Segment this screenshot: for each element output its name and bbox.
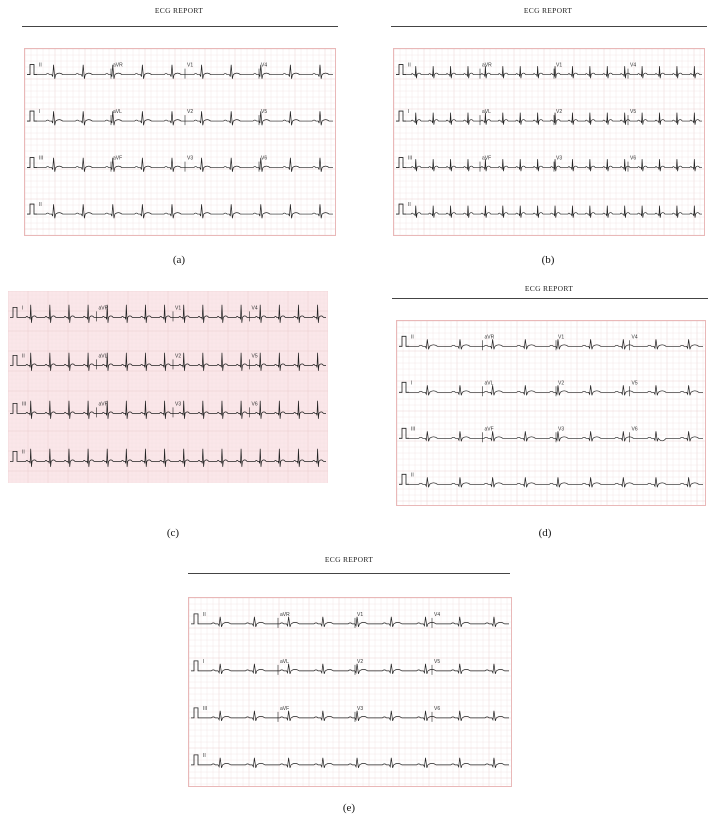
lead-label: aVL (98, 353, 108, 360)
lead-label: II (203, 752, 206, 759)
lead-label: aVR (484, 334, 495, 341)
lead-label: III (408, 155, 413, 162)
lead-label: III (22, 401, 27, 408)
lead-label: I (408, 109, 410, 116)
ecg-report-d (388, 282, 710, 517)
lead-label: V4 (434, 611, 441, 618)
panel-c (8, 291, 330, 553)
lead-label: V5 (630, 109, 637, 116)
lead-label: V3 (556, 155, 563, 162)
lead-label: aVR (98, 305, 109, 312)
ecg-plot-b (393, 48, 705, 236)
lead-label: V3 (187, 155, 194, 162)
lead-label: III (411, 426, 416, 433)
caption-e: (e) (342, 802, 356, 814)
ecg-plot-a (24, 48, 336, 236)
lead-label: V1 (556, 62, 563, 69)
ecg-traces-c (8, 291, 328, 483)
caption-b: (b) (541, 254, 555, 266)
lead-label: V6 (631, 426, 638, 433)
ecg-traces-b (394, 49, 704, 235)
lead-label: I (203, 658, 205, 665)
lead-label: V3 (558, 426, 565, 433)
lead-label: II (39, 202, 42, 209)
lead-label: V4 (251, 305, 258, 312)
panel-b (387, 4, 709, 266)
lead-label: II (411, 472, 414, 479)
lead-label: aVR (482, 62, 492, 69)
lead-label: III (203, 705, 208, 712)
ecg-traces-a (25, 49, 335, 235)
lead-label: V2 (187, 109, 194, 116)
lead-label: V2 (357, 658, 364, 665)
report-title-e: ECG REPORT (324, 555, 374, 564)
lead-label: V4 (630, 62, 637, 69)
lead-label: aVF (113, 155, 123, 162)
lead-label: II (408, 62, 411, 69)
lead-label: aVF (98, 401, 108, 408)
lead-label: I (39, 109, 41, 116)
lead-label: V1 (175, 305, 182, 312)
ecg-traces-d (397, 321, 705, 505)
lead-label: aVL (113, 109, 122, 116)
caption-c: (c) (166, 527, 180, 539)
lead-label: V6 (434, 705, 441, 712)
caption-a: (a) (172, 254, 186, 266)
report-title-d: ECG REPORT (524, 284, 574, 293)
lead-label: V5 (251, 353, 258, 360)
lead-label: aVL (280, 658, 289, 665)
lead-label: II (22, 449, 25, 456)
lead-label: V6 (251, 401, 258, 408)
ecg-plot-d (396, 320, 706, 506)
lead-label: aVF (482, 155, 492, 162)
caption-d: (d) (538, 527, 552, 539)
lead-label: V4 (261, 62, 268, 69)
header-rule-d (392, 298, 708, 299)
ecg-report-a (18, 4, 340, 244)
panel-a (18, 4, 340, 266)
report-title-b: ECG REPORT (523, 6, 573, 15)
header-rule-b (391, 26, 707, 27)
lead-label: V5 (631, 380, 638, 387)
ecg-report-b (387, 4, 709, 244)
lead-label: II (408, 202, 411, 209)
lead-label: V4 (631, 334, 638, 341)
header-rule-a (22, 26, 338, 27)
report-title-a: ECG REPORT (154, 6, 204, 15)
header-rule-e (188, 573, 510, 574)
lead-label: II (22, 353, 25, 360)
lead-label: aVL (484, 380, 494, 387)
lead-label: V1 (357, 611, 364, 618)
lead-label: V2 (556, 109, 563, 116)
lead-label: V2 (558, 380, 565, 387)
lead-label: V5 (261, 109, 268, 116)
lead-label: V6 (630, 155, 637, 162)
lead-label: V5 (434, 658, 441, 665)
lead-label: V3 (357, 705, 364, 712)
lead-label: V1 (558, 334, 565, 341)
lead-label: aVR (280, 611, 290, 618)
panel-d (388, 282, 710, 554)
lead-label: II (411, 334, 414, 341)
panel-e (184, 553, 514, 823)
ecg-traces-e (189, 598, 511, 786)
lead-label: V1 (187, 62, 194, 69)
ecg-plot-c (8, 291, 328, 483)
lead-label: V2 (175, 353, 182, 360)
lead-label: II (39, 62, 42, 69)
lead-label: aVF (484, 426, 494, 433)
lead-label: III (39, 155, 44, 162)
lead-label: I (22, 305, 24, 312)
lead-label: aVR (113, 62, 123, 69)
lead-label: I (411, 380, 413, 387)
lead-label: V3 (175, 401, 182, 408)
lead-label: V6 (261, 155, 268, 162)
ecg-plot-e (188, 597, 512, 787)
lead-label: aVF (280, 705, 290, 712)
ecg-report-e (184, 553, 514, 795)
lead-label: II (203, 611, 206, 618)
lead-label: aVL (482, 109, 491, 116)
